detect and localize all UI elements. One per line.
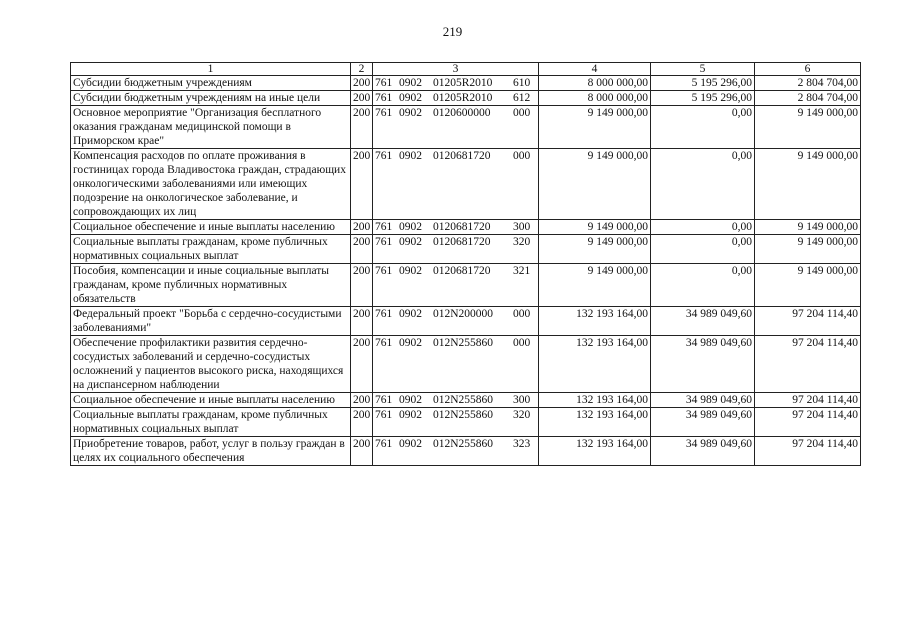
header-cell-2: 2 [351, 63, 373, 76]
row-budget-code [373, 336, 539, 393]
header-cell-3: 3 [373, 63, 539, 76]
row-amount-col4: 132 193 164,00 [539, 393, 651, 408]
row-amount-col6: 2 804 704,00 [755, 76, 861, 91]
row-name: Компенсация расходов по оплате проживания в гостиницах города Владивостока граждан, страдающих онкологическими заболеваниями или имеющих подозрение на онкологическое заболевание, и сопровождающих их лиц [71, 149, 351, 220]
table-row [71, 393, 861, 408]
row-section-code: 0902 [399, 438, 422, 450]
row-amount-col5: 34 989 049,60 [651, 307, 755, 336]
row-dept-code: 761 [375, 308, 393, 320]
row-dept-code: 761 [375, 394, 393, 406]
row-target-code: 01205R2010 [433, 77, 493, 89]
row-amount-col4: 132 193 164,00 [539, 437, 651, 466]
row-section-code: 0902 [399, 308, 422, 320]
row-type-code: 000 [513, 308, 531, 320]
row-type-code: 300 [513, 394, 531, 406]
header-cell-1: 1 [71, 63, 351, 76]
row-amount-col6: 97 204 114,40 [755, 408, 861, 437]
table-row [71, 264, 861, 307]
row-type-code: 000 [513, 337, 531, 349]
row-target-code: 0120681720 [433, 221, 491, 233]
row-amount-col5: 34 989 049,60 [651, 393, 755, 408]
row-admin-code: 200 [351, 91, 373, 106]
header-cell-4: 4 [539, 63, 651, 76]
row-name: Субсидии бюджетным учреждениям на иные цели [71, 91, 351, 106]
row-amount-col5: 5 195 296,00 [651, 91, 755, 106]
row-type-code: 000 [513, 150, 531, 162]
row-section-code: 0902 [399, 77, 422, 89]
row-type-code: 610 [513, 77, 531, 89]
row-section-code: 0902 [399, 265, 422, 277]
row-dept-code: 761 [375, 337, 393, 349]
row-name: Социальное обеспечение и иные выплаты населению [71, 393, 351, 408]
table-row [71, 336, 861, 393]
row-admin-code: 200 [351, 437, 373, 466]
row-type-code: 323 [513, 438, 531, 450]
table-row [71, 149, 861, 220]
row-admin-code: 200 [351, 264, 373, 307]
table-row [71, 91, 861, 106]
row-amount-col6: 9 149 000,00 [755, 264, 861, 307]
row-section-code: 0902 [399, 221, 422, 233]
row-amount-col4: 132 193 164,00 [539, 336, 651, 393]
row-budget-code [373, 149, 539, 220]
row-name: Приобретение товаров, работ, услуг в пользу граждан в целях их социального обеспечения [71, 437, 351, 466]
row-budget-code [373, 76, 539, 91]
row-amount-col5: 0,00 [651, 264, 755, 307]
row-amount-col4: 132 193 164,00 [539, 307, 651, 336]
row-type-code: 321 [513, 265, 531, 277]
row-target-code: 012N255860 [433, 438, 494, 450]
row-amount-col6: 9 149 000,00 [755, 149, 861, 220]
row-name: Социальные выплаты гражданам, кроме публичных нормативных социальных выплат [71, 408, 351, 437]
row-dept-code: 761 [375, 77, 393, 89]
row-amount-col5: 34 989 049,60 [651, 408, 755, 437]
row-target-code: 0120681720 [433, 265, 491, 277]
row-target-code: 0120600000 [433, 107, 491, 119]
row-amount-col6: 97 204 114,40 [755, 336, 861, 393]
row-amount-col5: 5 195 296,00 [651, 76, 755, 91]
row-amount-col6: 97 204 114,40 [755, 393, 861, 408]
row-admin-code: 200 [351, 336, 373, 393]
row-section-code: 0902 [399, 337, 422, 349]
row-amount-col5: 0,00 [651, 149, 755, 220]
row-section-code: 0902 [399, 236, 422, 248]
row-admin-code: 200 [351, 220, 373, 235]
row-dept-code: 761 [375, 438, 393, 450]
row-admin-code: 200 [351, 408, 373, 437]
table-row [71, 408, 861, 437]
row-budget-code [373, 91, 539, 106]
table-row [71, 76, 861, 91]
row-amount-col5: 0,00 [651, 106, 755, 149]
row-amount-col4: 9 149 000,00 [539, 149, 651, 220]
row-dept-code: 761 [375, 409, 393, 421]
row-amount-col4: 8 000 000,00 [539, 76, 651, 91]
row-target-code: 012N255860 [433, 409, 494, 421]
row-section-code: 0902 [399, 409, 422, 421]
row-type-code: 320 [513, 409, 531, 421]
row-budget-code [373, 307, 539, 336]
row-amount-col4: 132 193 164,00 [539, 408, 651, 437]
table-row [71, 220, 861, 235]
header-row [71, 63, 861, 76]
row-amount-col4: 9 149 000,00 [539, 235, 651, 264]
row-amount-col5: 34 989 049,60 [651, 336, 755, 393]
row-name: Социальное обеспечение и иные выплаты населению [71, 220, 351, 235]
row-budget-code [373, 106, 539, 149]
row-amount-col6: 97 204 114,40 [755, 307, 861, 336]
row-admin-code: 200 [351, 149, 373, 220]
row-dept-code: 761 [375, 92, 393, 104]
row-section-code: 0902 [399, 150, 422, 162]
row-type-code: 320 [513, 236, 531, 248]
row-amount-col6: 9 149 000,00 [755, 220, 861, 235]
row-amount-col4: 9 149 000,00 [539, 106, 651, 149]
row-type-code: 300 [513, 221, 531, 233]
row-name: Обеспечение профилактики развития сердечно-сосудистых заболеваний и сердечно-сосудистых осложнений у пациентов высокого риска, находящихся на диспансерном наблюдении [71, 336, 351, 393]
row-dept-code: 761 [375, 221, 393, 233]
row-admin-code: 200 [351, 307, 373, 336]
row-budget-code [373, 235, 539, 264]
row-amount-col6: 9 149 000,00 [755, 235, 861, 264]
table-row [71, 437, 861, 466]
row-name: Пособия, компенсации и иные социальные выплаты гражданам, кроме публичных нормативных обязательств [71, 264, 351, 307]
row-dept-code: 761 [375, 236, 393, 248]
page-number: 219 [442, 24, 463, 39]
row-dept-code: 761 [375, 265, 393, 277]
row-amount-col4: 8 000 000,00 [539, 91, 651, 106]
row-name: Основное мероприятие "Организация бесплатного оказания гражданам медицинской помощи в Приморском крае" [71, 106, 351, 149]
row-amount-col6: 97 204 114,40 [755, 437, 861, 466]
row-target-code: 012N200000 [433, 308, 494, 320]
table-row [71, 307, 861, 336]
row-admin-code: 200 [351, 76, 373, 91]
row-budget-code [373, 264, 539, 307]
row-dept-code: 761 [375, 107, 393, 119]
row-target-code: 0120681720 [433, 236, 491, 248]
row-type-code: 000 [513, 107, 531, 119]
row-section-code: 0902 [399, 107, 422, 119]
row-amount-col5: 0,00 [651, 235, 755, 264]
row-budget-code [373, 393, 539, 408]
row-section-code: 0902 [399, 92, 422, 104]
row-amount-col6: 2 804 704,00 [755, 91, 861, 106]
table-row [71, 106, 861, 149]
row-admin-code: 200 [351, 235, 373, 264]
row-amount-col6: 9 149 000,00 [755, 106, 861, 149]
row-target-code: 012N255860 [433, 337, 494, 349]
row-admin-code: 200 [351, 106, 373, 149]
row-amount-col4: 9 149 000,00 [539, 264, 651, 307]
row-dept-code: 761 [375, 150, 393, 162]
row-budget-code [373, 437, 539, 466]
row-name: Социальные выплаты гражданам, кроме публичных нормативных социальных выплат [71, 235, 351, 264]
row-type-code: 612 [513, 92, 531, 104]
row-amount-col5: 34 989 049,60 [651, 437, 755, 466]
row-name: Субсидии бюджетным учреждениям [71, 76, 351, 91]
row-admin-code: 200 [351, 393, 373, 408]
header-cell-5: 5 [651, 63, 755, 76]
row-name: Федеральный проект "Борьба с сердечно-сосудистыми заболеваниями" [71, 307, 351, 336]
row-section-code: 0902 [399, 394, 422, 406]
row-amount-col5: 0,00 [651, 220, 755, 235]
row-target-code: 01205R2010 [433, 92, 493, 104]
budget-table [70, 62, 861, 466]
table-row [71, 235, 861, 264]
row-budget-code [373, 220, 539, 235]
table-body [71, 76, 861, 466]
row-target-code: 012N255860 [433, 394, 494, 406]
row-budget-code [373, 408, 539, 437]
row-target-code: 0120681720 [433, 150, 491, 162]
row-amount-col4: 9 149 000,00 [539, 220, 651, 235]
header-cell-6: 6 [755, 63, 861, 76]
